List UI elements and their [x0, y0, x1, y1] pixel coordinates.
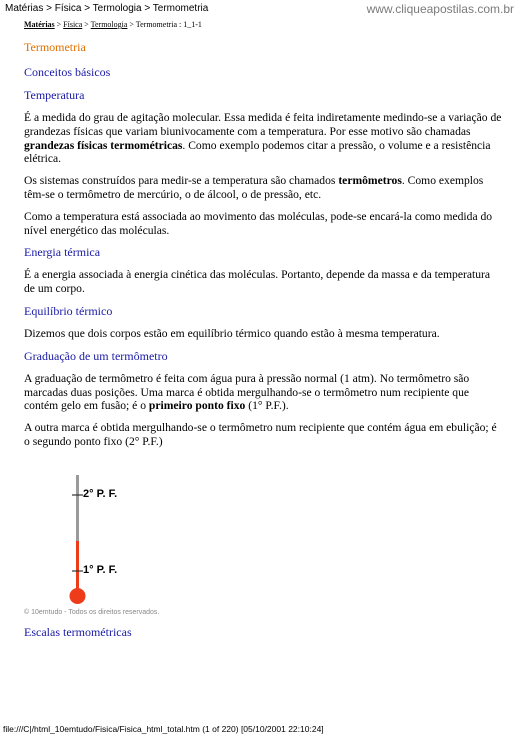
label-1pf: 1° P. F. — [83, 563, 118, 576]
section-heading-equilibrio: Equilíbrio térmico — [24, 303, 113, 318]
breadcrumb-separator: > — [82, 20, 91, 29]
bold-term: primeiro ponto fixo — [148, 399, 246, 413]
thermometer-mercury — [76, 541, 79, 591]
bold-term: termômetros — [338, 174, 402, 188]
thermometer-figure — [24, 457, 184, 619]
top-bar — [0, 0, 520, 18]
breadcrumb — [24, 20, 502, 29]
section-heading-energia: Energia térmica — [24, 245, 101, 260]
section-heading-escalas: Escalas termométricas — [24, 624, 132, 639]
section-heading-temperatura: Temperatura — [24, 88, 85, 102]
label-2pf: 2° P. F. — [83, 487, 118, 500]
text: (1° P.F.). — [245, 399, 289, 413]
breadcrumb-link-fisica[interactable]: Física — [63, 20, 83, 29]
breadcrumb-separator: > — [54, 20, 64, 29]
paragraph-energia: É a energia associada à energia cinética das moléculas. Portanto, depende da massa e da temperatura de um corpo. — [24, 268, 491, 296]
page-title: Termometria — [24, 40, 86, 54]
thermometer-bulb — [70, 588, 86, 604]
text: . Como exemplo podemos citar a pressão, o volume e a resistência elétrica. — [24, 138, 491, 166]
bold-term: grandezas físicas termométricas — [24, 138, 183, 152]
breadcrumb-link-materias[interactable]: Matérias — [24, 20, 55, 29]
top-breadcrumb: Matérias > Física > Termologia > Termometria — [5, 3, 209, 14]
text: Os sistemas construídos para medir-se a temperatura são chamados — [24, 174, 339, 188]
page-content — [24, 20, 502, 648]
breadcrumb-current: > Termometria : 1_1-1 — [127, 20, 202, 29]
paragraph-graduacao-2: A outra marca é obtida mergulhando-se o termômetro num recipiente que contém água em ebulição; é o segundo ponto fixo (2° P.F.) — [24, 421, 497, 448]
text: É a medida do grau de agitação molecular. Essa medida é feita indiretamente medindo-se a variação de grandezas físicas que variam biunivocamente com a temperatura. Por esse motivo são chamadas — [24, 111, 502, 138]
breadcrumb-link-termologia[interactable]: Termologia — [90, 20, 128, 29]
section-heading-graduacao: Graduação de um termômetro — [24, 348, 168, 363]
page-footer: file:///C|/html_10emtudo/Fisica/Fisica_html_total.htm (1 of 220) [05/10/2001 22:10:24] — [3, 724, 324, 734]
figure-copyright: © 10emtudo - Todos os direitos reservados. — [24, 608, 160, 616]
site-url[interactable]: www.cliqueapostilas.com.br — [366, 2, 514, 16]
section-heading-conceitos: Conceitos básicos — [24, 65, 111, 79]
text: . Como exemplos têm-se o termômetro de mercúrio, o de álcool, o de pressão, etc. — [24, 174, 484, 201]
paragraph-nivel-energetico: Como a temperatura está associada ao movimento das moléculas, pode-se encará-la como medida do nível energético das moléculas. — [24, 209, 493, 237]
paragraph-equilibrio: Dizemos que dois corpos estão em equilíbrio térmico quando estão à mesma temperatura. — [24, 326, 440, 340]
paragraph-temperatura — [24, 111, 502, 166]
text: A graduação de termômetro é feita com água pura à pressão normal (1 atm). No termômetro são marcadas duas posições. Uma marca é obtida mergulhando-se o termômetro num recipiente que contém gelo em fusão; é o — [24, 371, 470, 413]
thermometer-icon — [24, 457, 184, 607]
paragraph-termometros — [24, 174, 502, 202]
paragraph-graduacao-1 — [24, 372, 502, 413]
